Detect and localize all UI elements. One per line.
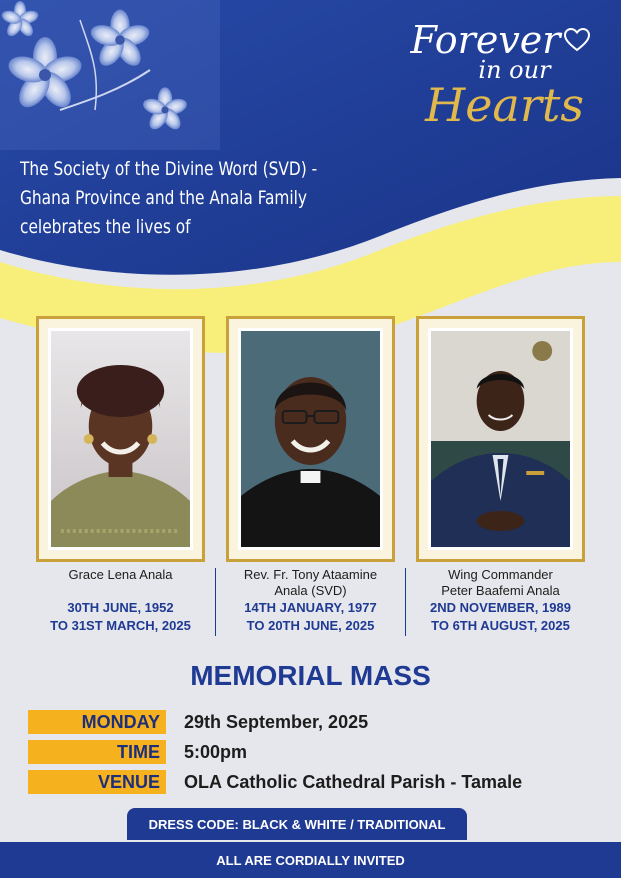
person-dates [36, 599, 205, 635]
memorial-mass-title: MEMORIAL MASS [190, 660, 431, 691]
label-time: TIME [28, 740, 166, 764]
flower-decoration [0, 0, 220, 150]
person-peter [416, 567, 585, 635]
person-name: Wing Commander [448, 567, 553, 582]
forever-in-our-hearts-title [388, 18, 613, 132]
detail-row-venue [28, 770, 523, 794]
value-date: 29th September, 2025 [184, 711, 369, 732]
photo-frame-peter [416, 316, 585, 562]
person-name: Rev. Fr. Tony Ataamine [243, 567, 378, 582]
date-end: TO 20TH JUNE, 2025 [246, 618, 375, 633]
date-start: 30TH JUNE, 1952 [67, 600, 174, 615]
person-name-line2: Anala (SVD) [274, 583, 347, 598]
intro-line: celebrates the lives of [20, 216, 191, 238]
person-tony [226, 567, 395, 635]
dress-code-banner: DRESS CODE: BLACK & WHITE / TRADITIONAL [127, 808, 467, 840]
date-start: 14TH JANUARY, 1977 [244, 600, 377, 615]
date-end: TO 6TH AUGUST, 2025 [431, 618, 570, 633]
person-name-line2 [36, 583, 205, 599]
date-start: 2ND NOVEMBER, 1989 [430, 600, 571, 615]
value-time: 5:00pm [184, 741, 248, 762]
separator [405, 568, 406, 636]
portrait-tony [241, 331, 380, 547]
script-forever: Forever [410, 18, 561, 62]
intro-text [20, 155, 400, 242]
separator [215, 568, 216, 636]
portrait-grace [51, 331, 190, 547]
detail-row-day [28, 710, 369, 734]
photo-frame-grace [36, 316, 205, 562]
person-dates [416, 599, 585, 635]
portrait-peter [431, 331, 570, 547]
detail-row-time [28, 740, 248, 764]
value-venue: OLA Catholic Cathedral Parish - Tamale [184, 771, 523, 792]
heart-outline-icon [564, 28, 590, 52]
photo-frame-tony [226, 316, 395, 562]
person-dates [226, 599, 395, 635]
script-hearts: Hearts [425, 78, 584, 132]
person-name-line2: Peter Baafemi Anala [441, 583, 560, 598]
script-in-our: in our [478, 56, 551, 84]
intro-line: Ghana Province and the Anala Family [20, 187, 308, 209]
intro-line: The Society of the Divine Word (SVD) - [20, 158, 318, 180]
invite-banner: ALL ARE CORDIALLY INVITED [0, 842, 621, 878]
person-name: Grace Lena Anala [68, 567, 173, 582]
date-end: TO 31ST MARCH, 2025 [50, 618, 191, 633]
person-grace [36, 567, 205, 635]
label-venue: VENUE [28, 770, 166, 794]
label-monday: MONDAY [28, 710, 166, 734]
